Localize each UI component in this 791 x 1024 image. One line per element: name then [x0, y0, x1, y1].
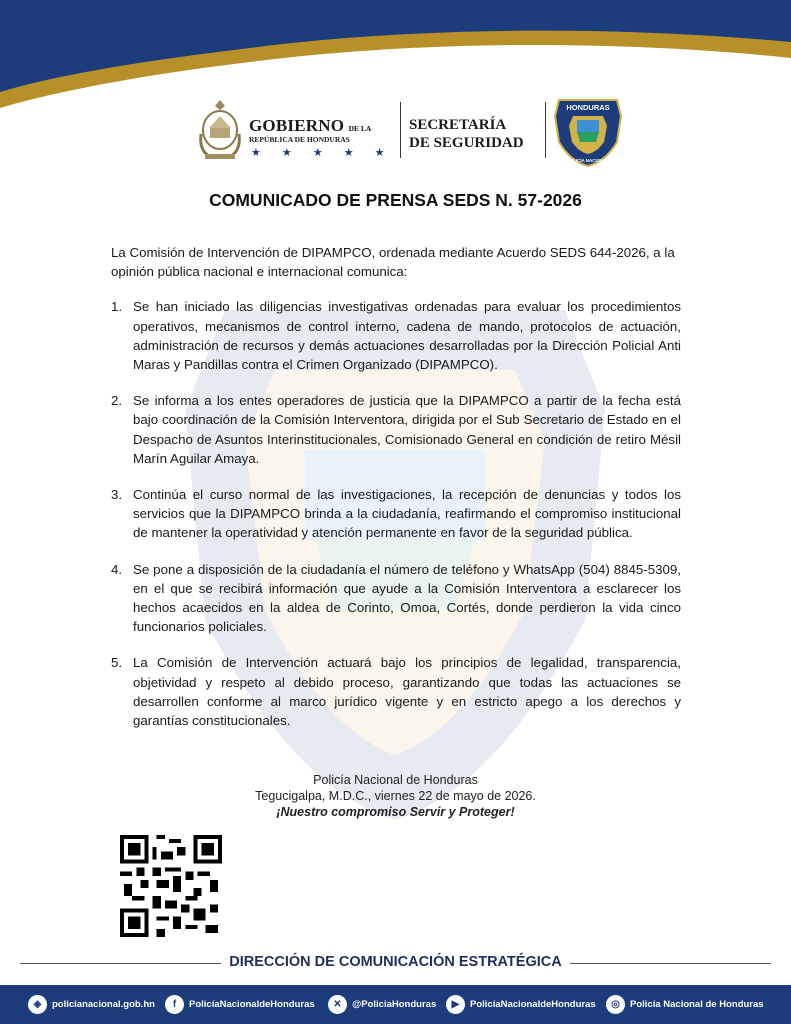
footer-link-youtube[interactable] [446, 995, 596, 1014]
republic-label: REPÚBLICA DE HONDURAS [249, 135, 350, 144]
document-body [111, 243, 681, 747]
logo-divider [400, 102, 401, 158]
footer-link-x[interactable] [328, 995, 436, 1014]
item-number: 4. [111, 561, 123, 577]
numbered-list [111, 297, 681, 730]
item-text: Continúa el curso normal de las investigaciones, la recepción de denuncias y todos los servicios que la DIPAMPCO brinda a la ciudadanía, reafirmando el compromiso institucional de mantener la operatividad y atención permanente en favor de la seguridad pública. [133, 487, 681, 541]
qr-code[interactable] [120, 835, 222, 937]
list-item [111, 560, 681, 637]
secretaria-wordmark [409, 116, 524, 152]
government-wordmark [249, 116, 394, 159]
item-number: 1. [111, 299, 123, 315]
item-text: Se informa a los entes operadores de justicia que la DIPAMPCO a partir de la fecha está bajo coordinación de la Comisión Interventora, dirigida por el Sub Secretario de Estado en el Despacho de Asuntos Interinstitucionales, Comisionado General en condición de retiro Mésil Marín Aguilar Amaya. [133, 393, 681, 466]
government-label: GOBIERNO [249, 116, 345, 135]
list-item [111, 391, 681, 468]
item-number: 2. [111, 393, 123, 409]
coat-of-arms-icon [195, 98, 245, 162]
page-title: COMUNICADO DE PRENSA SEDS N. 57-2026 [209, 190, 582, 210]
footer-link-label: policianacional.gob.hn [52, 999, 155, 1010]
footer-link-facebook[interactable] [165, 995, 315, 1014]
item-text: La Comisión de Intervención actuará bajo los principios de legalidad, transparencia, objetividad y respeto al debido proceso, garantizando que todas las actuaciones se desarrollen conforme al marco jurídico vigente y en estricto apego a los derechos y garantías constitucionales. [133, 655, 681, 729]
item-text: Se han iniciado las diligencias investigativas ordenadas para evaluar los procedimientos operativos, mecanismos de control interno, cadena de mando, protocolos de actuación, administración de recursos y demás actuaciones desarrolladas por la Dirección Policial Anti Maras y Pandillas contra el Crimen Organizado (DIPAMPCO). [133, 299, 681, 373]
intro-paragraph: La Comisión de Intervención de DIPAMPCO, ordenada mediante Acuerdo SEDS 644-2026, a la opinión pública nacional e internacional comunica: [111, 245, 675, 280]
footer-link-label: @PoliciaHonduras [352, 999, 437, 1010]
footer-link-label: Policía Nacional de Honduras [630, 999, 764, 1010]
list-item [111, 653, 681, 730]
list-item [111, 297, 681, 374]
x-icon: ✕ [328, 995, 347, 1014]
item-number: 5. [111, 655, 123, 671]
shield-icon: ◈ [28, 995, 47, 1014]
police-badge-icon [553, 96, 623, 168]
stars-row: ★ ★ ★ ★ ★ [251, 147, 394, 159]
header-logos [195, 96, 625, 166]
footer-link-label: PolicíaNacionaldeHonduras [470, 999, 596, 1010]
item-number: 3. [111, 487, 123, 503]
footer-link-website[interactable] [28, 995, 155, 1014]
signoff-motto: ¡Nuestro compromiso Servir y Proteger! [276, 805, 515, 819]
badge-top-text: HONDURAS [566, 103, 610, 112]
youtube-icon: ▶ [446, 995, 465, 1014]
facebook-icon: f [165, 995, 184, 1014]
signoff-place-date: Tegucigalpa, M.D.C., viernes 22 de mayo de 2026. [255, 789, 536, 803]
signoff-org: Policía Nacional de Honduras [313, 773, 478, 787]
footer-link-instagram[interactable] [606, 995, 764, 1014]
item-text: Se pone a disposición de la ciudadanía el número de teléfono y WhatsApp (504) 8845-5309, en el que se recibirá información que ayude a la Comisión Interventora a esclarecer los hechos acaecidos en la aldea de Corinto, Omoa, Cortés, donde perdieron la vida cinco funcionarios policiales. [133, 561, 681, 635]
signoff-block [0, 772, 791, 820]
department-label: DIRECCIÓN DE COMUNICACIÓN ESTRATÉGICA [221, 954, 569, 970]
social-footer [0, 985, 791, 1024]
secretaria-line-2: DE SEGURIDAD [409, 135, 524, 151]
logo-divider [545, 102, 546, 158]
secretaria-line-1: SECRETARÍA [409, 117, 507, 133]
footer-link-label: PolicíaNacionaldeHonduras [189, 999, 315, 1010]
government-dela-label: DE LA [348, 124, 372, 133]
instagram-icon: ◎ [606, 995, 625, 1014]
list-item [111, 485, 681, 543]
badge-bottom-text: POLICÍA NACIONAL [566, 158, 610, 163]
department-banner [0, 953, 791, 973]
